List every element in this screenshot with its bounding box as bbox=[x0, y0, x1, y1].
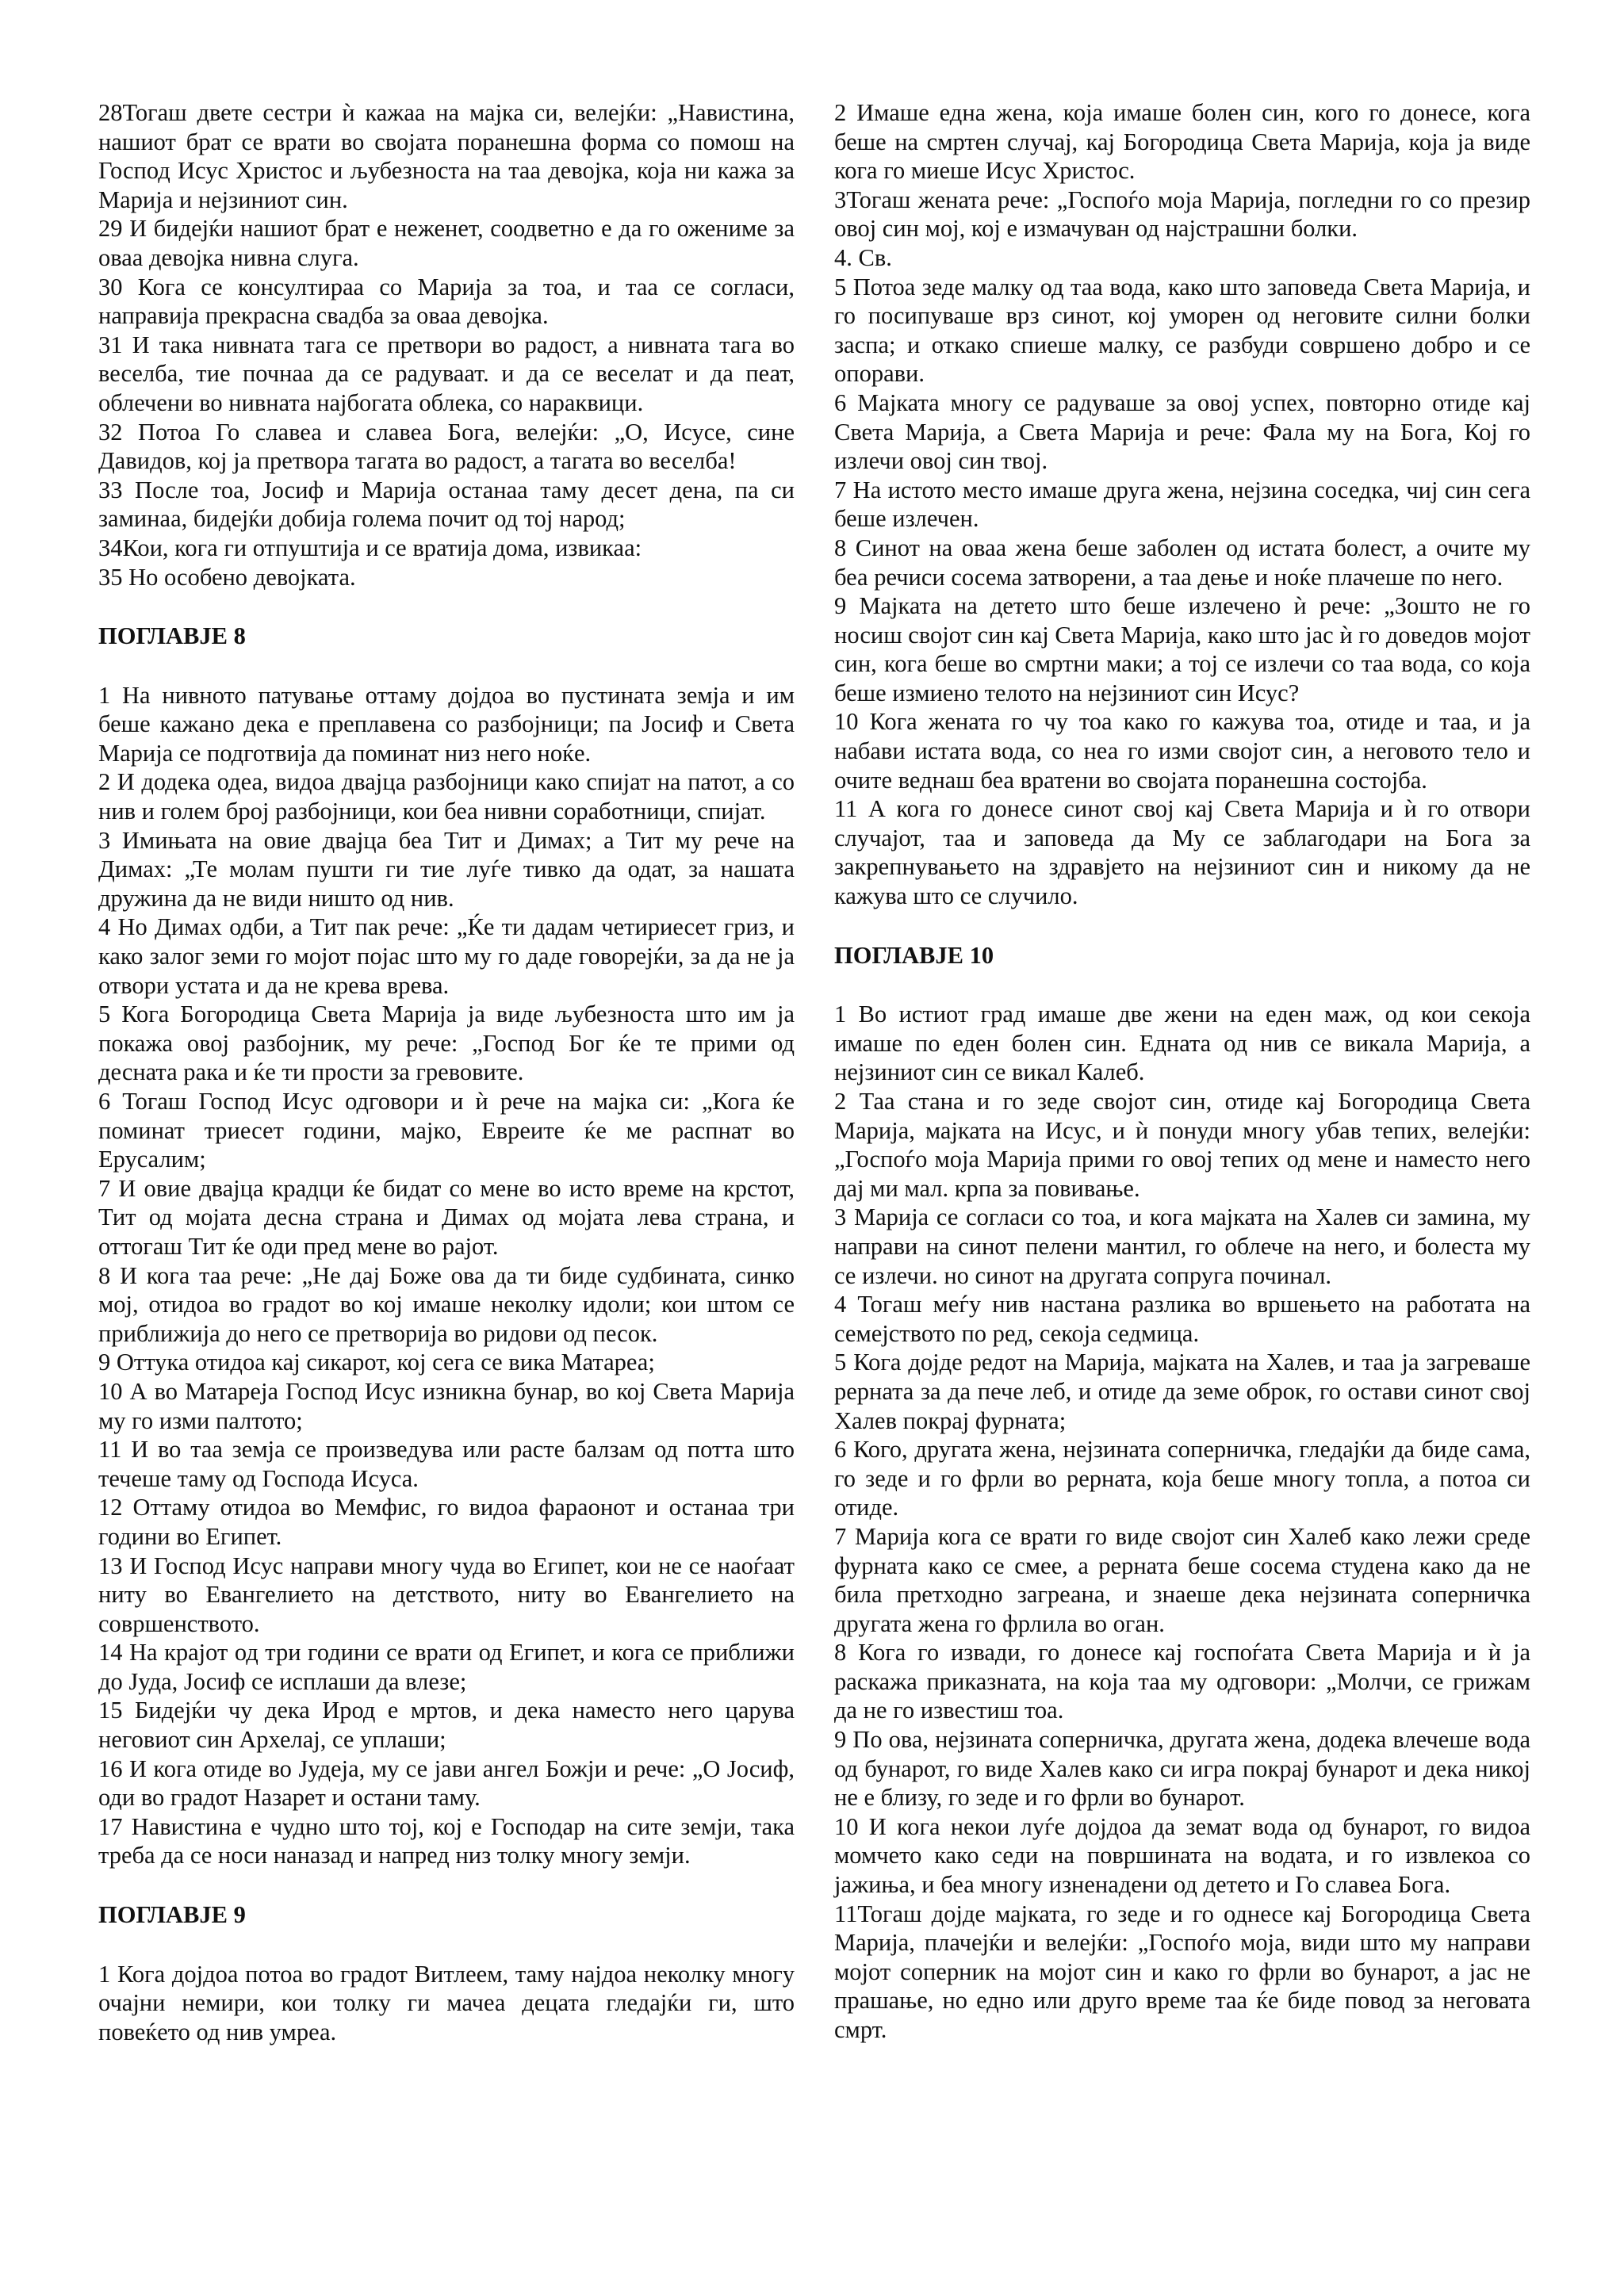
verse: 14 На крајот од три години се врати од Египет, и кога се приближи до Јуда, Јосиф се исплаши да влезе; bbox=[98, 1639, 795, 1695]
verse: 28Тогаш двете сестри ѝ кажаа на мајка си, велејќи: „Навистина, нашиот брат се врати во својата поранешна форма со помош на Господ Исус Христос и љубезноста на таа девојка, која ни кажа за Марија и нејзиниот син. bbox=[98, 99, 795, 213]
verse: 11 И во таа земја се произведува или расте балзам од потта што течеше таму од Господа Исуса. bbox=[98, 1436, 795, 1492]
verse: 8 Синот на оваа жена беше заболен од истата болест, а очите му беа речиси сосема затворени, а таа дење и ноќе плачеше по него. bbox=[834, 534, 1530, 591]
right-block-2 bbox=[834, 1000, 1530, 2044]
verse: 32 Потоа Го славеа и славеа Бога, велејќи: „О, Исусе, сине Давидов, кој ја претвора тагата во радост, а тагата во веселба! bbox=[98, 418, 795, 475]
verse: 6 Мајката многу се радуваше за овој успех, повторно отиде кај Света Марија, а Света Марија и рече: Фала му на Бога, Кој го излечи овој син твој. bbox=[834, 388, 1530, 475]
verse: 33 После тоа, Јосиф и Марија останаа таму десет дена, па си заминаа, бидејќи добија голема почит од тој народ; bbox=[98, 476, 795, 533]
verse: 5 Кога Богородица Света Марија ја виде љубезноста што им ја покажа овој разбојник, му рече: „Господ Бог ќе те прими од десната рака и ќе ти прости за гревовите. bbox=[98, 1001, 795, 1086]
verse: 7 Марија кога се врати го виде својот син Халеб како лежи среде фурната како се смее, а рерната беше сосема студена како да не била претходно загреана, и знаеше дека нејзината соперничка другата жена го фрлила во оган. bbox=[834, 1522, 1530, 1637]
verse: 16 И кога отиде во Јудеја, му се јави ангел Божји и рече: „О Јосиф, оди во градот Назарет и остани таму. bbox=[98, 1755, 795, 1812]
verse: 5 Потоа зеде малку од таа вода, како што заповеда Света Марија, и го посипуваше врз синот, кој уморен од неговите силни болки заспа; и откако спиеше малку, се разбуди совршено добро и се опорави. bbox=[834, 273, 1530, 388]
verse: 4 Но Димах одби, а Тит пак рече: „Ќе ти дадам четириесет гриз, и како залог земи го мојот појас што му го даде говорејќи, за да не ја отвори устата и да не крева врева. bbox=[98, 913, 795, 999]
left-column bbox=[98, 98, 795, 2207]
chapter-heading: ПОГЛАВЈЕ 9 bbox=[98, 1901, 246, 1929]
verse: 10 Кога жената го чу тоа како го кажува тоа, отиде и таа, и ја набави истата вода, со неа го изми својот син, а неговото тело и очите веднаш беа вратени во својата поранешна состојба. bbox=[834, 708, 1530, 794]
verse: 30 Кога се консултираа со Марија за тоа, и таа се согласи, направија прекрасна свадба за оваа девојка. bbox=[98, 273, 795, 330]
verse: 9 По ова, нејзината соперничка, другата жена, додека влечеше вода од бунарот, го виде Халев како си игра покрај бунарот и дека никој не е близу, го зеде и го фрли во бунарот. bbox=[834, 1726, 1530, 1812]
verse: 34Кои, кога ги отпуштија и се вратија дома, извикаа: bbox=[98, 534, 642, 561]
verse: 1 Кога дојдоа потоа во градот Витлеем, таму најдоа неколку многу очајни немири, кои толку ги мачеа децата гледајќи ги, што повеќето од нив умреа. bbox=[98, 1960, 795, 2045]
document-page bbox=[98, 98, 1530, 2207]
verse: 12 Оттаму отидоа во Мемфис, го видоа фараонот и останаа три години во Египет. bbox=[98, 1494, 795, 1550]
verse: 35 Но особено девојката. bbox=[98, 563, 356, 591]
verse: 17 Навистина е чудно што тој, кој е Господар на сите земји, така треба да се носи наназад и напред низ толку многу земји. bbox=[98, 1812, 795, 1869]
verse: 8 Кога го извади, го донесе кај госпоѓата Света Марија и ѝ ја раскажа приказната, на која таа му одговори: „Молчи, се грижам да не го известиш тоа. bbox=[834, 1639, 1530, 1724]
verse: 6 Кого, другата жена, нејзината соперничка, гледајќи да биде сама, го зеде и го фрли во рерната, која беше многу топла, а потоа си отиде. bbox=[834, 1436, 1530, 1521]
verse: 2 И додека одеа, видоа двајца разбојници како спијат на патот, а со нив и голем број разбојници, кои беа нивни соработници, спијат. bbox=[98, 768, 795, 825]
verse: 10 И кога некои луѓе дојдоа да земат вода од бунарот, го видоа момчето како седи на површината на водата, и го извлекоа со јажиња, и беа многу изненадени од детето и Го славеа Бога. bbox=[834, 1812, 1530, 1899]
verse: 15 Бидејќи чу дека Ирод е мртов, и дека наместо него царува неговиот син Архелај, се уплаши; bbox=[98, 1697, 795, 1754]
verse: 1 Во истиот град имаше две жени на еден маж, од кои секоја имаше по еден болен син. Едната од нив се викала Марија, а нејзиниот син се викал Калеб. bbox=[834, 1001, 1530, 1086]
verse: 3Тогаш жената рече: „Госпоѓо моја Марија, погледни го со презир овој син мој, кој е измачуван од најстрашни болки. bbox=[834, 186, 1530, 243]
right-column bbox=[834, 98, 1530, 2207]
verse: 13 И Господ Исус направи многу чуда во Египет, кои не се наоѓаат ниту во Евангелието на детството, ниту во Евангелието на совршенството. bbox=[98, 1552, 795, 1637]
verse: 2 Таа стана и го зеде својот син, отиде кај Богородица Света Марија, мајката на Исус, и ѝ понуди многу убав тепих, велејќи: „Госпоѓо моја Марија прими го овој тепих од мене и наместо него дај ми мал. крпа за повивање. bbox=[834, 1088, 1530, 1202]
verse: 29 И бидејќи нашиот брат е неженет, соодветно е да го ожениме за оваа девојка нивна слуга. bbox=[98, 215, 795, 271]
verse: 11 А кога го донесе синот свој кај Света Марија и ѝ го отвори случајот, таа и заповеда да Му се заблагодари на Бога за закрепнувањето на здравјето на нејзиниот син и никому да не кажува што се случило. bbox=[834, 795, 1530, 910]
verse: 10 А во Матареја Господ Исус изникна бунар, во кој Света Марија му го изми палтото; bbox=[98, 1377, 795, 1434]
verse: 3 Имињата на овие двајца беа Тит и Димах; а Тит му рече на Димах: „Те молам пушти ги тие луѓе тивко да одат, за нашата дружина да не види ништо од нив. bbox=[98, 826, 795, 912]
verse: 11Тогаш дојде мајката, го зеде и го однесе кај Богородица Света Марија, плачејќи и велејќи: „Госпоѓо моја, види што му направи мојот соперник на мојот син и како го фрли во бунарот, а јас не прашање, но едно или друго време таа ќе биде повод за неговата смрт. bbox=[834, 1900, 1530, 2043]
verse: 2 Имаше една жена, која имаше болен син, кого го донесе, кога беше на смртен случај, кај Богородица Света Марија, која ја виде кога го миеше Исус Христос. bbox=[834, 99, 1530, 185]
verse: 4 Тогаш меѓу нив настана разлика во вршењето на работата на семејството по ред, секоја седмица. bbox=[834, 1291, 1530, 1347]
verse: 5 Кога дојде редот на Марија, мајката на Халев, и таа ја загреваше рерната за да пече леб, и отиде да земе оброк, го остави синот свој Халев покрај фурната; bbox=[834, 1349, 1530, 1434]
verse: 7 На истото место имаше друга жена, нејзина соседка, чиј син сега беше излечен. bbox=[834, 476, 1530, 533]
chapter-heading: ПОГЛАВЈЕ 8 bbox=[98, 622, 246, 650]
verse: 1 На нивното патување оттаму дојдоа во пустината земја и им беше кажано дека е преплавена со разбојници; па Јосиф и Света Марија се подготвија да поминат низ него ноќе. bbox=[98, 681, 795, 767]
verse: 4. Св. bbox=[834, 243, 892, 271]
verse: 3 Марија се согласи со тоа, и кога мајката на Халев си замина, му направи на синот пелени мантил, го облече на него, и болеста му се излечи. но синот на другата сопруга починал. bbox=[834, 1203, 1530, 1289]
left-block-1 bbox=[98, 98, 795, 591]
verse: 8 И кога таа рече: „Не дај Боже ова да ти биде судбината, синко мој, отидоа во градот во кој имаше неколку идоли; кои штом се приближија до него се претворија во ридови од песок. bbox=[98, 1261, 795, 1347]
verse: 6 Тогаш Господ Исус одговори и ѝ рече на мајка си: „Кога ќе поминат триесет години, мајко, Евреите ќе ме распнат во Ерусалим; bbox=[98, 1088, 795, 1173]
verse: 31 И така нивната тага се претвори во радост, а нивната тага во веселба, тие почнаа да се радуваат. и да се веселат и да пеат, облечени во нивната најбогата облека, со нараквици. bbox=[98, 331, 795, 416]
chapter-heading: ПОГЛАВЈЕ 10 bbox=[834, 941, 994, 969]
right-block-1 bbox=[834, 98, 1530, 911]
left-block-2 bbox=[98, 681, 795, 1870]
verse: 9 Мајката на детето што беше излечено ѝ рече: „Зошто не го носиш својот син кај Света Марија, како што јас ѝ го доведов мојот син, кога беше во смртни маки; а тој се излечи со таа вода, со која беше измиено телото на нејзиниот син Исус? bbox=[834, 592, 1531, 706]
verse: 9 Оттука отидоа кај сикарот, кој сега се вика Матареа; bbox=[98, 1349, 655, 1376]
verse: 7 И овие двајца крадци ќе бидат со мене во исто време на крстот, Тит од мојата десна страна и Димах од мојата лева страна, и оттогаш Тит ќе оди пред мене во рајот. bbox=[98, 1174, 795, 1260]
left-block-3 bbox=[98, 1960, 795, 2047]
